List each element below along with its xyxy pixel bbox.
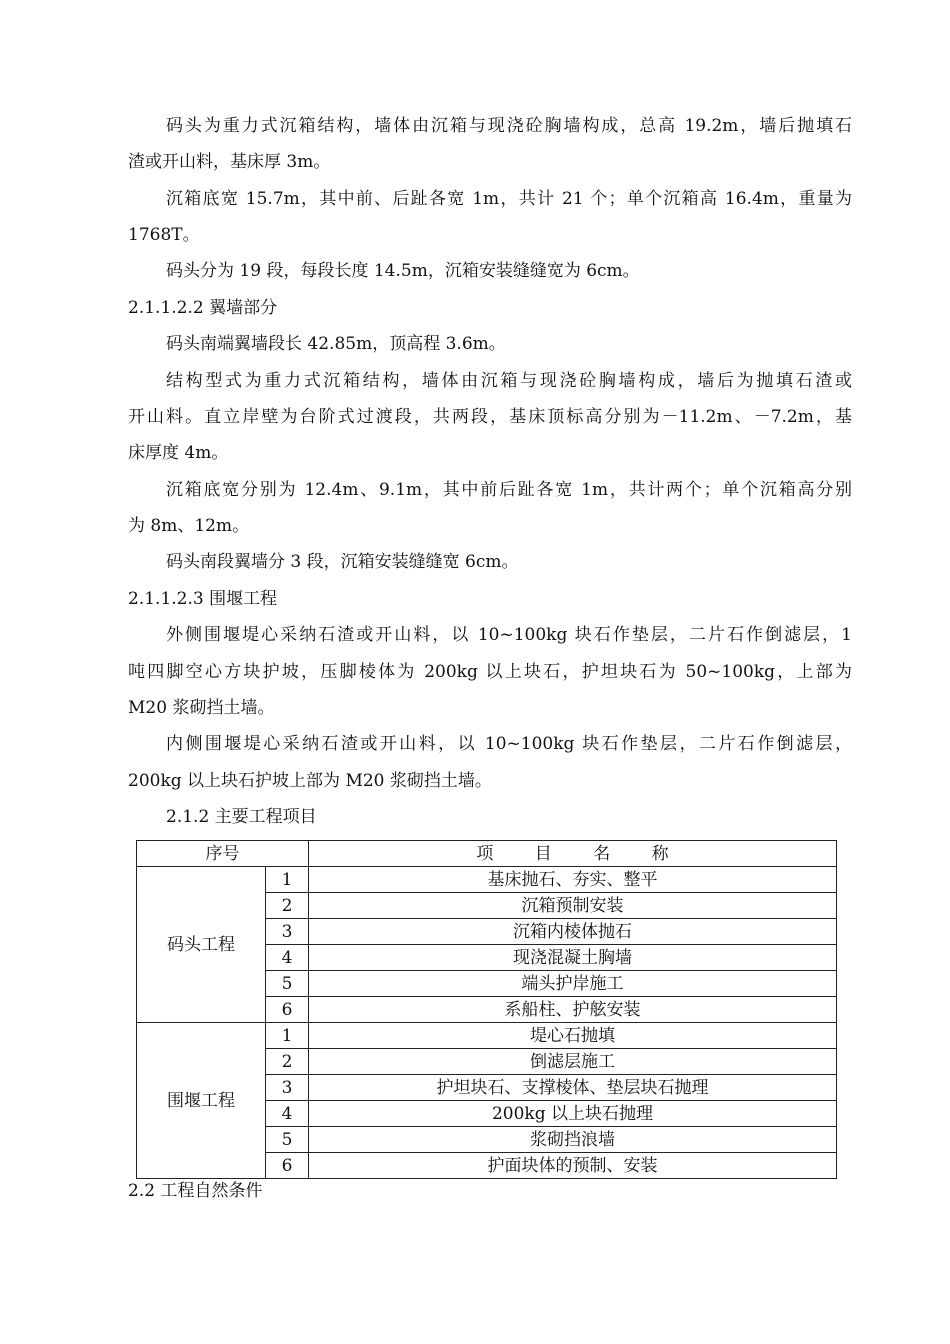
- group-name: 码头工程: [137, 867, 266, 1023]
- table-row: [137, 867, 837, 893]
- row-item: 堤心石抛填: [309, 1023, 837, 1049]
- paragraph-line: 开山料。直立岸壁为台阶式过渡段，共两段，基床顶标高分别为－11.2m、－7.2m，基: [128, 407, 852, 427]
- row-no: 4: [266, 1101, 309, 1127]
- row-no: 4: [266, 945, 309, 971]
- row-no: 1: [266, 1023, 309, 1049]
- row-item: 现浇混凝土胸墙: [309, 945, 837, 971]
- paragraph-line: 渣或开山料，基床厚 3m。: [128, 152, 331, 172]
- paragraph-line: 码头为重力式沉箱结构，墙体由沉箱与现浇砼胸墙构成，总高 19.2m，墙后抛填石: [166, 116, 852, 136]
- row-no: 6: [266, 1153, 309, 1179]
- paragraph-line: 200kg 以上块石护坡上部为 M20 浆砌挡土墙。: [128, 771, 492, 791]
- row-no: 3: [266, 1075, 309, 1101]
- paragraph-line: 吨四脚空心方块护坡，压脚棱体为 200kg 以上块石，护坦块石为 50~100kg，上部为: [128, 662, 852, 682]
- paragraph-line: 内侧围堰堤心采纳石渣或开山料，以 10~100kg 块石作垫层，二片石作倒滤层，: [166, 734, 852, 754]
- row-no: 6: [266, 997, 309, 1023]
- row-item: 200kg 以上块石抛理: [309, 1101, 837, 1127]
- group-name: 围堰工程: [137, 1023, 266, 1179]
- table-header-row: [137, 841, 837, 867]
- row-item: 沉箱内棱体抛石: [309, 919, 837, 945]
- paragraph-line: 床厚度 4m。: [128, 443, 229, 463]
- row-item: 沉箱预制安装: [309, 893, 837, 919]
- header-no: 序号: [137, 841, 309, 867]
- paragraph-line: 为 8m、12m。: [128, 516, 250, 536]
- section-heading: 2.1.2 主要工程项目: [166, 807, 317, 827]
- row-item: 倒滤层施工: [309, 1049, 837, 1075]
- row-item: 基床抛石、夯实、整平: [309, 867, 837, 893]
- paragraph-line: 码头分为 19 段，每段长度 14.5m，沉箱安装缝缝宽为 6cm。: [166, 261, 640, 281]
- paragraph-line: 码头南段翼墙分 3 段，沉箱安装缝缝宽 6cm。: [166, 552, 519, 572]
- paragraph-line: 结构型式为重力式沉箱结构，墙体由沉箱与现浇砼胸墙构成，墙后为抛填石渣或: [166, 371, 852, 391]
- row-no: 2: [266, 1049, 309, 1075]
- section-heading: 2.1.1.2.2 翼墙部分: [128, 298, 278, 318]
- row-item: 浆砌挡浪墙: [309, 1127, 837, 1153]
- row-item: 护坦块石、支撑棱体、垫层块石抛理: [309, 1075, 837, 1101]
- row-item: 系船柱、护舷安装: [309, 997, 837, 1023]
- paragraph-line: 码头南端翼墙段长 42.85m，顶高程 3.6m。: [166, 334, 506, 354]
- header-item-name: 项 目 名 称: [309, 841, 837, 867]
- paragraph-line: 1768T。: [128, 225, 200, 245]
- row-no: 2: [266, 893, 309, 919]
- row-no: 3: [266, 919, 309, 945]
- row-no: 1: [266, 867, 309, 893]
- section-heading: 2.2 工程自然条件: [128, 1181, 263, 1201]
- paragraph-line: 沉箱底宽 15.7m，其中前、后趾各宽 1m，共计 21 个；单个沉箱高 16.4m，重量为: [166, 189, 852, 209]
- paragraph-line: 沉箱底宽分别为 12.4m、9.1m，其中前后趾各宽 1m，共计两个；单个沉箱高分别: [166, 480, 852, 500]
- paragraph-line: M20 浆砌挡土墙。: [128, 698, 275, 718]
- section-heading: 2.1.1.2.3 围堰工程: [128, 589, 278, 609]
- table-row: [137, 1023, 837, 1049]
- main-items-table: [136, 840, 837, 1179]
- row-no: 5: [266, 1127, 309, 1153]
- row-item: 护面块体的预制、安装: [309, 1153, 837, 1179]
- row-no: 5: [266, 971, 309, 997]
- paragraph-line: 外侧围堰堤心采纳石渣或开山料，以 10~100kg 块石作垫层，二片石作倒滤层，1: [166, 625, 852, 645]
- row-item: 端头护岸施工: [309, 971, 837, 997]
